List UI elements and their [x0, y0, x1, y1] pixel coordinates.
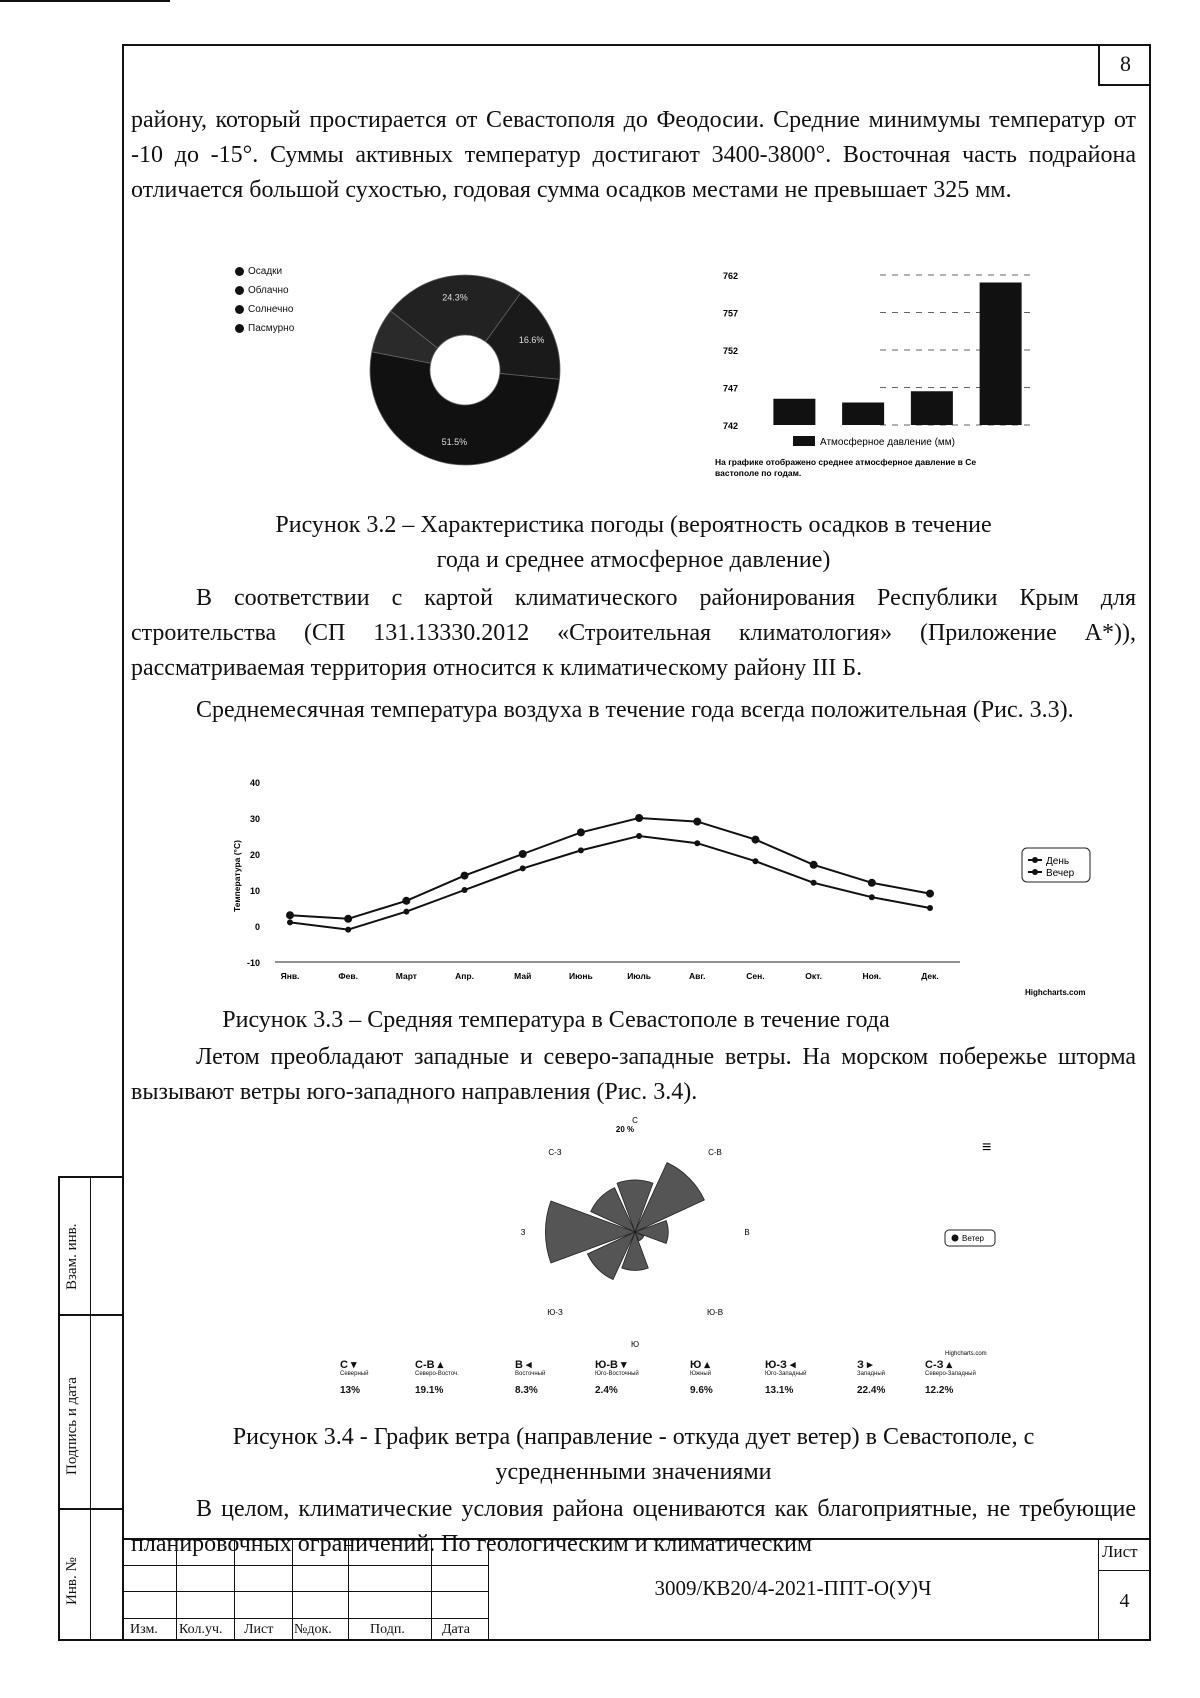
- col-izm: Изм.: [130, 1622, 158, 1637]
- col-data: Дата: [442, 1622, 470, 1637]
- bar-note-line-1: На графике отображено среднее атмосферное давление в Се: [715, 457, 977, 467]
- col-podp: Подп.: [370, 1622, 405, 1637]
- line-x-tick: Май: [514, 971, 532, 981]
- line-point: [461, 872, 469, 880]
- legend-item-1: Облачно: [235, 285, 289, 296]
- wind-direction-label: С: [632, 1116, 638, 1125]
- line-point: [927, 905, 933, 911]
- line-point: [810, 861, 818, 869]
- line-x-tick: Сен.: [746, 971, 765, 981]
- wind-percent: 13%: [340, 1385, 361, 1396]
- line-point: [636, 833, 642, 839]
- wind-percent: 22.4%: [857, 1385, 886, 1396]
- wind-legend-marker: [952, 1235, 959, 1242]
- col-list: Лист: [244, 1622, 274, 1637]
- sheet-value: 4: [1119, 1590, 1130, 1612]
- menu-icon: ≡: [982, 1139, 992, 1156]
- bar-y-tick: 752: [723, 346, 739, 356]
- line-point: [519, 850, 527, 858]
- line-y-tick: 30: [249, 814, 260, 824]
- wind-direction-label: Ю-З: [547, 1308, 563, 1317]
- line-legend-marker: [1032, 869, 1038, 875]
- wind-direction-label: С-В: [708, 1148, 722, 1157]
- line-point: [287, 919, 293, 925]
- figure-3-4-caption-1: Рисунок 3.4 - График ветра (направление - откуда дует ветер) в Севастополе, с: [232, 1424, 1035, 1450]
- wind-direction: С-З ▴: [925, 1359, 953, 1371]
- figure-3-4-caption-2: усредненными значениями: [495, 1459, 772, 1485]
- wind-table-cell: [765, 1358, 806, 1396]
- wind-percent: 19.1%: [415, 1385, 444, 1396]
- wind-legend-label: Ветер: [962, 1234, 984, 1243]
- wind-percent: 12.2%: [925, 1385, 954, 1396]
- wind-table-cell: [690, 1358, 713, 1396]
- wind-direction-name: Восточный: [515, 1371, 546, 1377]
- line-point: [344, 915, 352, 923]
- side-label-vzam: Взам. инв.: [64, 1223, 80, 1290]
- wind-direction-name: Северный: [340, 1371, 369, 1377]
- wind-direction: Ю-З ◂: [765, 1359, 796, 1371]
- pressure-bar-chart: [715, 250, 1095, 480]
- line-point: [751, 836, 759, 844]
- wind-table-cell: [415, 1358, 459, 1396]
- line-x-tick: Окт.: [805, 971, 822, 981]
- figure-3-2-caption-2: года и среднее атмосферное давление): [436, 547, 831, 573]
- line-y-tick: -10: [246, 958, 260, 968]
- paragraph-4: Летом преобладают западные и северо-западные ветры. На морском побережье шторма вызывают ветры юго-западного направления (Рис. 3.4).: [131, 1044, 1136, 1105]
- pie-legend: [235, 260, 345, 360]
- legend-item-3: Пасмурно: [235, 323, 294, 334]
- pie-slice-label: 24.3%: [442, 292, 468, 303]
- legend-item-0: Осадки: [235, 266, 282, 277]
- title-block: [122, 1538, 1151, 1641]
- figure-3-2-caption-1: Рисунок 3.2 – Характеристика погоды (вероятность осадков в течение: [275, 512, 992, 538]
- side-label-inv: Инв. №: [64, 1557, 80, 1605]
- bar-y-tick: 747: [723, 383, 739, 394]
- document-code: 3009/КВ20/4-2021-ППТ-О(У)Ч: [654, 1576, 932, 1600]
- wind-table-cell: [595, 1358, 639, 1396]
- line-x-tick: Авг.: [689, 971, 706, 981]
- side-label-podpis: Подпись и дата: [64, 1377, 80, 1475]
- wind-direction: С ▾: [340, 1359, 357, 1371]
- line-x-tick: Март: [395, 971, 417, 981]
- line-legend-label: День: [1046, 856, 1070, 867]
- paragraph-5: В целом, климатические условия района оцениваются как благоприятные, не требующие планировочных ограничений. По геологическим и климатическим: [131, 1496, 1136, 1557]
- line-legend-label: Вечер: [1046, 868, 1075, 879]
- line-credit: Highcharts.com: [1025, 988, 1086, 997]
- line-x-tick: Фев.: [338, 971, 358, 981]
- line-series-evening: [290, 836, 930, 930]
- bar-y-tick: 757: [723, 308, 739, 319]
- line-point: [520, 865, 526, 871]
- line-x-tick: Ноя.: [862, 971, 882, 981]
- line-x-tick: Июль: [627, 971, 651, 981]
- line-y-tick: 0: [254, 922, 260, 932]
- wind-percent: 13.1%: [765, 1385, 794, 1396]
- line-point: [752, 858, 758, 864]
- wind-direction-label: Ю: [630, 1340, 640, 1349]
- wind-table-cell: [857, 1358, 885, 1396]
- line-series-day: [290, 818, 930, 919]
- pressure-bar: [980, 283, 1022, 426]
- wind-direction: В ◂: [515, 1359, 532, 1371]
- line-y-label: Температура (°C): [232, 840, 242, 912]
- line-point: [578, 847, 584, 853]
- col-ndok: №док.: [294, 1622, 332, 1637]
- bar-legend-label: Атмосферное давление (мм): [820, 437, 955, 448]
- wind-direction-name: Юго-Западный: [765, 1371, 807, 1377]
- line-legend-marker: [1032, 857, 1038, 863]
- wind-direction: З ▸: [857, 1359, 873, 1371]
- wind-direction: Ю-В ▾: [595, 1359, 627, 1371]
- wind-direction-name: Северо-Восточ.: [415, 1371, 459, 1377]
- line-x-tick: Янв.: [280, 971, 300, 981]
- wind-direction: Ю ▴: [690, 1359, 710, 1371]
- paragraph-2: В соответствии с картой климатического районирования Республики Крым для строительства (СП 131.13330.2012 «Строительная климатология» (Приложение А*)), рассматриваемая территория относится к климатическому району III Б.: [131, 585, 1136, 681]
- line-x-tick: Дек.: [921, 971, 939, 981]
- figure-3-2: [215, 250, 1115, 500]
- page-number: 8: [1098, 44, 1151, 86]
- bar-legend-swatch: [793, 436, 815, 446]
- wind-direction-label: С-З: [548, 1148, 562, 1157]
- wind-direction: С-В ▴: [415, 1359, 444, 1371]
- temperature-line-chart: [230, 770, 1130, 1000]
- bar-y-tick: 742: [723, 421, 739, 431]
- side-divider: [90, 1176, 91, 1641]
- line-point: [402, 897, 410, 905]
- wind-table-cell: [925, 1358, 976, 1396]
- wind-table-cell: [515, 1358, 545, 1396]
- line-point: [869, 894, 875, 900]
- wind-rose-chart: [500, 1110, 1060, 1360]
- wind-direction-label: З: [520, 1228, 526, 1237]
- wind-percent: 9.6%: [690, 1385, 713, 1396]
- side-hline-2: [58, 1508, 122, 1510]
- pie-chart: [345, 270, 585, 470]
- wind-direction-name: Южный: [690, 1371, 712, 1377]
- line-x-tick: Апр.: [455, 971, 474, 981]
- pressure-bar: [842, 403, 884, 426]
- wind-direction-name: Северо-Западный: [925, 1371, 976, 1377]
- line-point: [403, 909, 409, 915]
- figure-3-3-caption: Рисунок 3.3 – Средняя температура в Севастополе в течение года: [222, 1007, 890, 1033]
- wind-direction-name: Юго-Восточный: [595, 1371, 639, 1377]
- wind-table-cell: [340, 1358, 368, 1396]
- pie-slice-label: 16.6%: [518, 335, 545, 346]
- line-point: [577, 828, 585, 836]
- wind-percent: 8.3%: [515, 1385, 538, 1396]
- pressure-bar: [773, 399, 815, 425]
- wind-direction-name: Западный: [857, 1371, 886, 1377]
- line-y-tick: 20: [249, 850, 260, 860]
- wind-max-label: 20 %: [615, 1125, 635, 1134]
- line-point: [693, 818, 701, 826]
- line-point: [926, 890, 934, 898]
- wind-direction-label: В: [744, 1228, 750, 1237]
- bar-y-tick: 762: [723, 271, 739, 281]
- line-point: [694, 840, 700, 846]
- wind-credit: Highcharts.com: [945, 1351, 987, 1357]
- line-x-tick: Июнь: [569, 971, 593, 981]
- pressure-bar: [911, 391, 953, 425]
- line-point: [868, 879, 876, 887]
- bar-note-line-2: вастополе по годам.: [715, 468, 802, 478]
- line-point: [286, 911, 294, 919]
- pie-slice-label: 51.5%: [441, 437, 468, 448]
- line-point: [811, 880, 817, 886]
- line-point: [345, 927, 351, 933]
- wind-percent: 2.4%: [595, 1385, 618, 1396]
- line-point: [462, 887, 468, 893]
- sheet-label: Лист: [1102, 1542, 1138, 1561]
- col-koluch: Кол.уч.: [179, 1622, 223, 1637]
- paragraph-1: району, который простирается от Севастополя до Феодосии. Средние минимумы температур от -10 до -15°. Суммы активных температур достигают 3400-3800°. Восточная часть подрайона отличается большой сухостью, годовая сумма осадков местами не превышает 325 мм.: [131, 107, 1136, 203]
- line-y-tick: 40: [249, 778, 260, 788]
- line-y-tick: 10: [249, 886, 260, 896]
- top-rule: [0, 0, 170, 2]
- legend-item-2: Солнечно: [235, 304, 293, 315]
- paragraph-3: Среднемесячная температура воздуха в течение года всегда положительная (Рис. 3.3).: [196, 697, 1074, 723]
- wind-direction-label: Ю-В: [706, 1308, 724, 1317]
- line-point: [635, 814, 643, 822]
- side-hline-1: [58, 1314, 122, 1316]
